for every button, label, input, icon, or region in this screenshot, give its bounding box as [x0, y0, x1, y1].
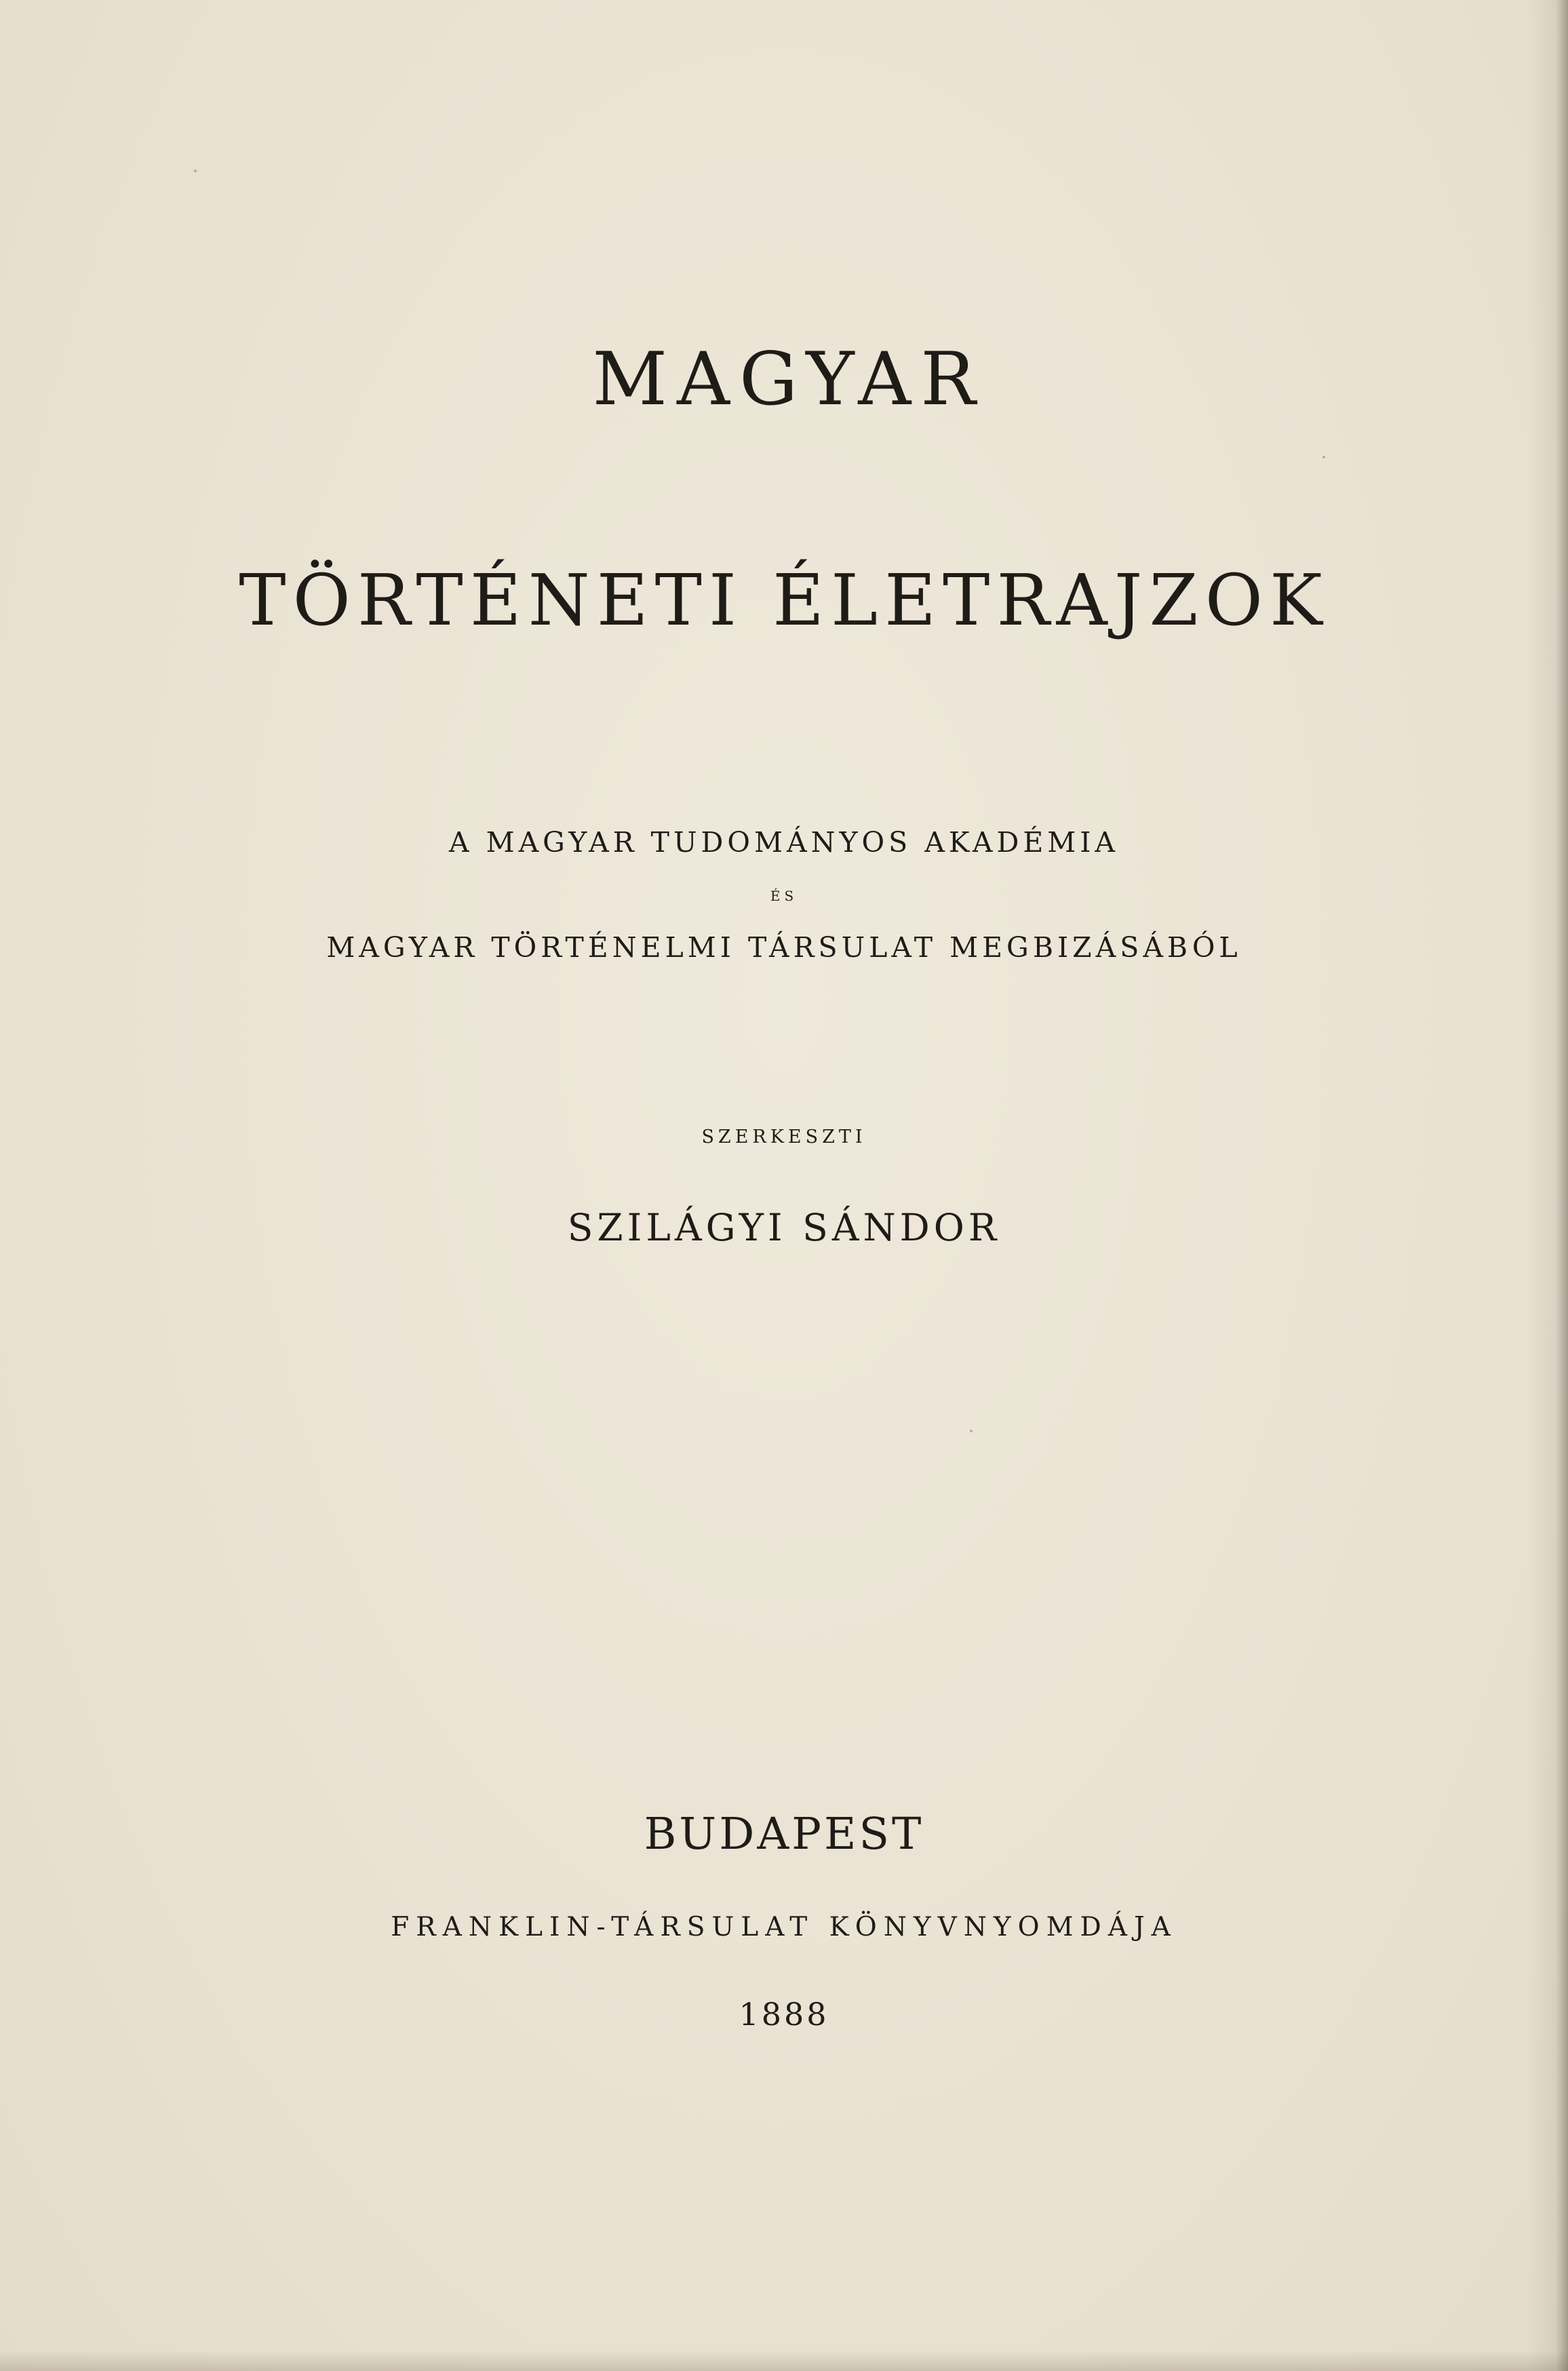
paper-speck — [1322, 456, 1325, 458]
commissioning-body-1: A MAGYAR TUDOMÁNYOS AKADÉMIA — [448, 826, 1120, 859]
editor-label: SZERKESZTI — [701, 1126, 867, 1148]
publication-place: BUDAPEST — [644, 1809, 924, 1860]
subtitle-conjunction: ÉS — [770, 888, 798, 904]
publisher: FRANKLIN-TÁRSULAT KÖNYVNYOMDÁJA — [391, 1912, 1177, 1942]
editor-name: SZILÁGYI SÁNDOR — [567, 1206, 1001, 1249]
book-title-line-2: TÖRTÉNETI ÉLETRAJZOK — [239, 559, 1329, 642]
book-title-line-1: MAGYAR — [592, 337, 985, 422]
page-bottom-shadow — [0, 2351, 1568, 2371]
paper-speck — [970, 1430, 973, 1432]
commissioning-body-2: MAGYAR TÖRTÉNELMI TÁRSULAT MEGBIZÁSÁBÓL — [326, 931, 1242, 964]
paper-speck — [194, 170, 197, 172]
publication-year: 1888 — [739, 1996, 829, 2033]
page-edge-shadow — [1527, 0, 1568, 2371]
